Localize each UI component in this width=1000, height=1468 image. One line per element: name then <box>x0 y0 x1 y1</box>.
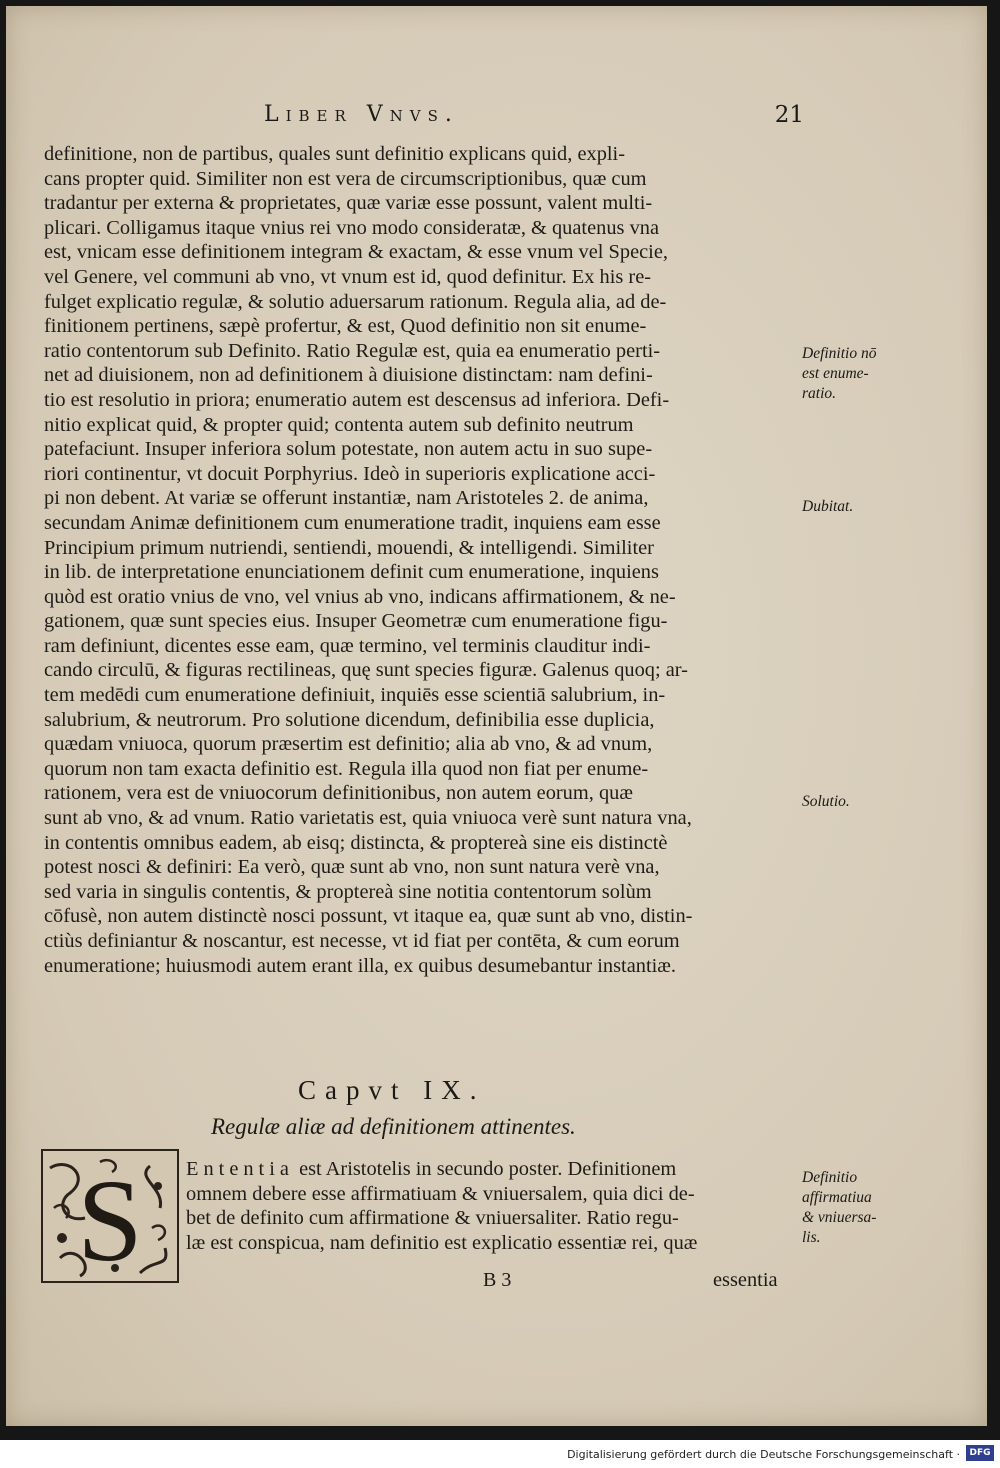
text-line: cando circulū, & figuras rectilineas, quę sunt species figuræ. Galenus quoq; ar- <box>44 659 688 682</box>
footer-bar <box>0 1440 1000 1468</box>
book-page <box>6 6 987 1426</box>
text-line: in contentis omnibus eadem, ab eisq; distincta, & proptereà sine eis distinctè <box>44 831 668 854</box>
marginal-line: est enume- <box>802 365 869 382</box>
text-line: riori continentur, vt docuit Porphyrius. Ideò in superioris explicatione acci- <box>44 462 656 485</box>
text-line: quædam vniuoca, quorum præsertim est definitio; alia ab vno, & ad vnum, <box>44 733 653 756</box>
text-line: sed varia in singulis contentis, & proptereà sine notitia contentorum solùm <box>44 880 652 903</box>
marginal-line: lis. <box>802 1229 821 1246</box>
marginal-line: ratio. <box>802 385 837 402</box>
text-line: cōfusè, non autem distinctè nosci possunt, vt itaque ea, quæ sunt ab vno, distin- <box>44 905 693 928</box>
page-number: 21 <box>774 102 804 128</box>
chapter-text-block <box>186 1157 798 1255</box>
text-line: in lib. de interpretatione enunciationem definit cum enumeratione, inquiens <box>44 561 659 584</box>
text-line: potest nosci & definiri: Ea verò, quæ sunt ab vno, non sunt natura verè vna, <box>44 856 660 879</box>
marginal-note-affirmatiua <box>802 1168 876 1248</box>
text-line: sunt ab vno, & ad vnum. Ratio varietatis est, quia vniuoca verè sunt natura vna, <box>44 807 692 830</box>
marginal-note-solutio <box>802 792 850 812</box>
page-header <box>44 102 804 136</box>
text-line: salubrium, & neutrorum. Pro solutione dicendum, definibilia esse duplicia, <box>44 708 655 731</box>
running-head: Liber Vnvs. <box>264 102 459 127</box>
ornamental-initial-s-icon <box>40 1148 180 1284</box>
text-line: patefaciunt. Insuper inferiora solum potestate, non autem actu in suo supe- <box>44 438 653 461</box>
marginal-line: affirmatiua <box>802 1189 872 1206</box>
text-line: læ est conspicua, nam definitio est explicatio essentiæ rei, quæ <box>186 1231 698 1254</box>
text-line: vel Genere, vel communi ab vno, vt vnum est id, quod definitur. Ex his re- <box>44 265 652 288</box>
text-line: quòd est oratio vnius de vno, vel vnius ab vno, indicans affirmationem, & ne- <box>44 585 676 608</box>
marginal-note-dubitat <box>802 497 853 517</box>
text-line: bet de definito cum affirmatione & vniuersaliter. Ratio regu- <box>186 1207 679 1230</box>
text-line: ratio contentorum sub Definito. Ratio Regulæ est, quia ea enumeratio perti- <box>44 339 661 362</box>
text-line: rationem, vera est de vniuocorum definitionibus, non autem eorum, quæ <box>44 782 633 805</box>
catchword: essentia <box>713 1269 778 1291</box>
text-line: fulget explicatio regulæ, & solutio aduersarum rationum. Regula alia, ad de- <box>44 290 667 313</box>
marginal-line: & vniuersa- <box>802 1209 877 1226</box>
chapter-title: Capvt IX. <box>298 1075 486 1105</box>
chapter-line-first <box>186 1157 798 1182</box>
text-line: omnem debere esse affirmatiuam & vniuersalem, quia dici de- <box>186 1182 695 1205</box>
text-line: quorum non tam exacta definitio est. Regula illa quod non fiat per enume- <box>44 757 649 780</box>
marginal-line: Solutio. <box>802 793 850 810</box>
initial-letter: S <box>77 1155 143 1284</box>
text-line: est Aristotelis in secundo poster. Definitionem <box>299 1158 677 1180</box>
text-line: tradantur per externa & proprietates, quæ variæ esse possunt, valent multi- <box>44 192 653 215</box>
marginal-line: Definitio <box>802 1169 858 1186</box>
dfg-credit: Digitalisierung gefördert durch die Deutsche Forschungsgemeinschaft · <box>567 1448 960 1461</box>
text-line: net ad diuisionem, non ad definitionem à diuisione distinctam: nam defini- <box>44 364 653 387</box>
text-line: Principium primum nutriendi, sentiendi, mouendi, & intelligendi. Similiter <box>44 536 654 559</box>
signature-mark: B 3 <box>483 1269 512 1291</box>
text-line: enumeratione; huiusmodi autem erant illa, ex quibus desumebantur instantiæ. <box>44 954 676 977</box>
first-word: Ententia <box>186 1158 294 1180</box>
marginal-note-definitio <box>802 344 876 404</box>
dfg-logo-icon: DFG <box>966 1445 994 1461</box>
text-line: ctiùs definiantur & noscantur, est necesse, vt id fiat per contēta, & cum eorum <box>44 930 680 952</box>
text-line: finitionem pertinens, sæpè profertur, & est, Quod definitio non sit enume- <box>44 315 647 338</box>
marginal-line: Dubitat. <box>802 498 854 515</box>
decorated-initial-icon <box>40 1148 180 1284</box>
text-line: secundam Animæ definitionem cum enumeratione tradit, inquiens eam esse <box>44 511 661 534</box>
text-line: definitione, non de partibus, quales sunt definitio explicans quid, expli- <box>44 143 626 165</box>
text-line: gationem, quæ sunt species eius. Insuper Geometræ cum enumeratione figu- <box>44 610 668 633</box>
main-text-block <box>44 142 798 978</box>
text-line: nitio explicat quid, & propter quid; contenta autem sub definito neutrum <box>44 413 634 436</box>
text-line: est, vnicam esse definitionem integram & exactam, & esse vnum vel Specie, <box>44 241 668 264</box>
chapter-subtitle: Regulæ aliæ ad definitionem attinentes. <box>211 1114 576 1139</box>
text-line: pi non debent. At variæ se offerunt instantiæ, nam Aristoteles 2. de anima, <box>44 487 649 510</box>
text-line: cans propter quid. Similiter non est vera de circumscriptionibus, quæ cum <box>44 167 647 190</box>
text-line: tio est resolutio in priora; enumeratio autem est descensus ad inferiora. Defi- <box>44 388 670 411</box>
marginal-line: Definitio nō <box>802 345 877 362</box>
text-line: ram definiunt, dicentes esse eam, quæ termino, vel terminis clauditur indi- <box>44 634 651 657</box>
text-line: tem medēdi cum enumeratione definiuit, inquiēs esse scientiā salubrium, in- <box>44 684 666 707</box>
text-line: plicari. Colligamus itaque vnius rei vno modo consideratæ, & quatenus vna <box>44 216 660 239</box>
